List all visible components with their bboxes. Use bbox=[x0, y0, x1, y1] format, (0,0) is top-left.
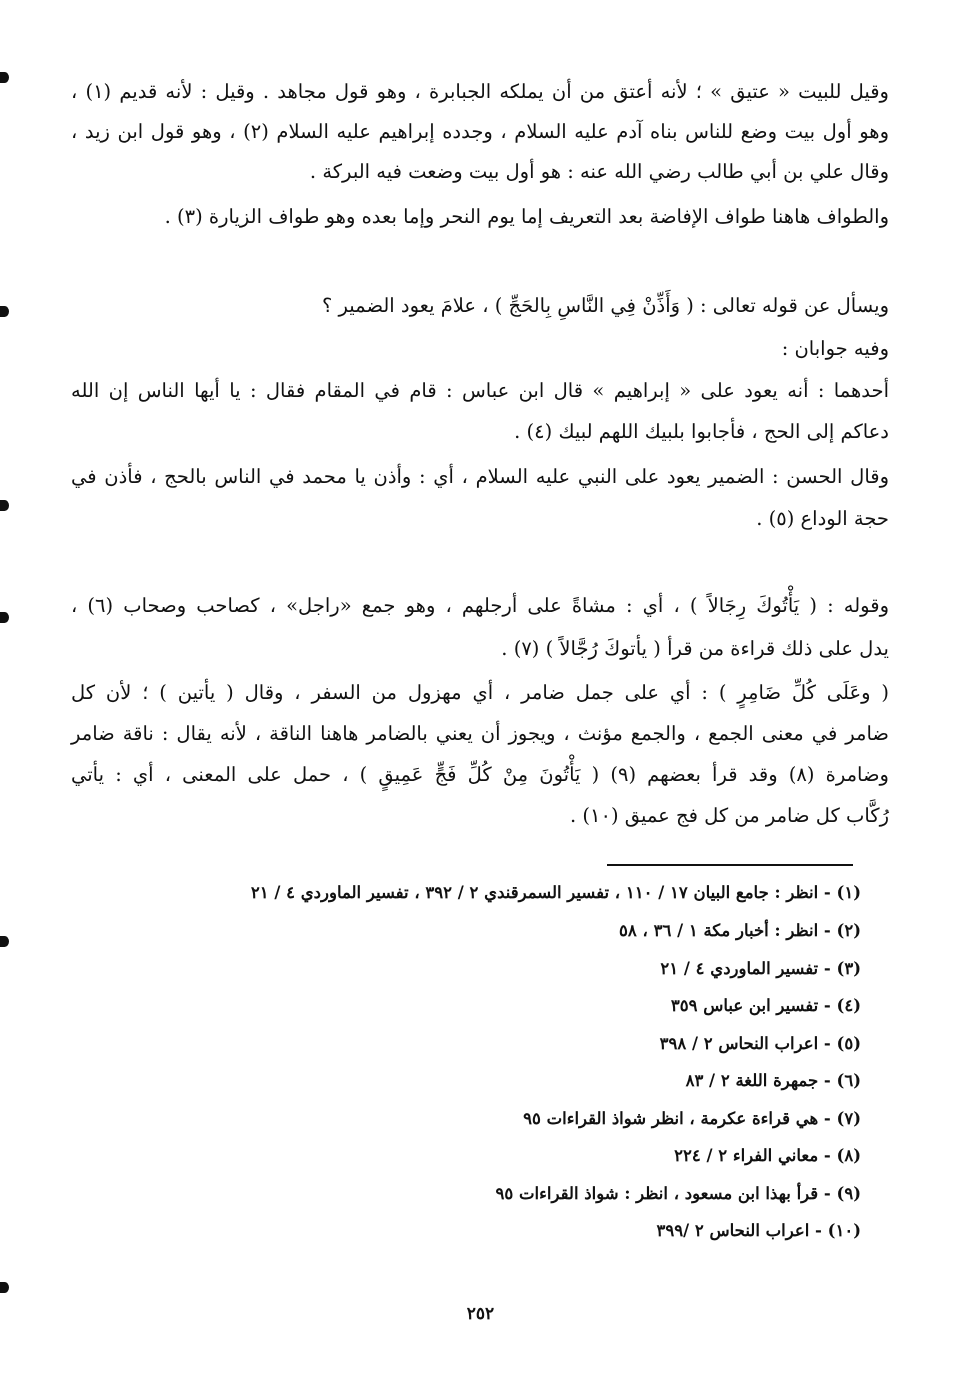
body-line: وقيل للبيت « عتيق » ؛ لأنه أعتق من أن يملكه الجبابرة ، وهو قول مجاهد . وقيل : لأنه قديم (١) ، bbox=[71, 80, 889, 103]
body-line: رُكَّاب كل ضامر من كل فج عميق (١٠) . bbox=[569, 804, 889, 827]
margin-mark bbox=[0, 500, 9, 511]
body-line: وضامرة (٨) وقد قرأ بعضهم (٩) ( يَأْتُونَ مِنْ كُلِّ فَجٍّ عَمِيقٍ ) ، حمل على المعنى ، أي : يأتي bbox=[71, 763, 889, 786]
footnote-separator bbox=[607, 864, 853, 866]
body-line: ( وعَلَى كُلِّ ضَامِرٍ ) : أي على جمل ضامر ، أي مهزول من السفر ، وقال ( يأتين ) ؛ لأن كل bbox=[71, 681, 889, 704]
body-line: يدل على ذلك قراءة من قرأ ( يأتوكَ رُجَّالاً ) (٧) . bbox=[501, 637, 889, 660]
body-line: وهو أول بيت وضع للناس بناه آدم عليه السلام ، وجدده إبراهيم عليه السلام (٢) ، وهو قول ابن زيد ، bbox=[71, 120, 889, 143]
page-number: ٢٥٢ bbox=[466, 1304, 495, 1324]
margin-mark bbox=[0, 306, 9, 317]
footnote: (٤) - تفسير ابن عباس ٣٥٩ bbox=[670, 996, 861, 1015]
footnote: (٣) - تفسير الماوردي ٤ / ٢١ bbox=[660, 959, 861, 978]
body-line: وقال الحسن : الضمير يعود على النبي عليه السلام ، أي : وأذن يا محمد في الناس بالحج ، فأذن في bbox=[71, 465, 889, 488]
body-line: دعاكم إلى الحج ، فأجابوا بلبيك اللهم لبيك (٤) . bbox=[514, 420, 889, 443]
body-line: حجة الوداع (٥) . bbox=[756, 507, 889, 530]
body-line: والطواف هاهنا طواف الإفاضة بعد التعريف إما يوم النحر وإما بعده وهو طواف الزيارة (٣) . bbox=[164, 205, 889, 228]
footnote: (٦) - جمهرة اللغة ٢ / ٨٣ bbox=[685, 1071, 861, 1090]
margin-mark bbox=[0, 1282, 9, 1293]
footnote: (٢) - انظر : أخبار مكة ١ / ٣٦ ، ٥٨ bbox=[619, 921, 861, 940]
footnote: (١٠) - اعراب النحاس ٢ /٣٩٩ bbox=[656, 1221, 861, 1240]
body-line: ضامر في معنى الجمع ، والجمع مؤنث ، ويجوز أن يعني بالضامر هاهنا الناقة ، لأنه يقال : ناقة ضامر bbox=[71, 722, 889, 745]
footnote: (٩) - قرأ بهذا ابن مسعود ، انظر : شواذ القراءات ٩٥ bbox=[495, 1184, 861, 1203]
footnote: (٧) - هي قراءة عكرمة ، انظر شواذ القراءات ٩٥ bbox=[523, 1109, 861, 1128]
footnote: (١) - انظر : جامع البيان ١٧ / ١١٠ ، تفسير السمرقندي ٢ / ٣٩٢ ، تفسير الماوردي ٤ / ٢١ bbox=[250, 883, 861, 902]
body-line: ويسأل عن قوله تعالى : ( وَأَذِّنْ فِي النَّاسِ بِالحَجِّ ) ، علامَ يعود الضمير ؟ bbox=[321, 294, 889, 317]
margin-mark bbox=[0, 612, 9, 623]
body-line: وقال علي بن أبي طالب رضي الله عنه : هو أول بيت وضعت فيه البركة . bbox=[309, 160, 889, 183]
body-line: وقوله : ( يَأْتُوكَ رِجَالاً ) ، أي : مشاةً على أرجلهم ، وهو جمع «راجل» ، كصاحب وصحاب (٦) ، bbox=[71, 594, 889, 617]
footnote: (٨) - معاني الفراء ٢ / ٢٢٤ bbox=[674, 1146, 861, 1165]
footnote: (٥) - اعراب النحاس ٢ / ٣٩٨ bbox=[659, 1034, 861, 1053]
body-line: وفيه جوابان : bbox=[781, 337, 889, 360]
body-line: أحدهما : أنه يعود على « إبراهيم » قال ابن عباس : قام في المقام فقال : يا أيها الناس إن الله bbox=[71, 379, 889, 402]
margin-mark bbox=[0, 72, 9, 83]
margin-mark bbox=[0, 936, 9, 947]
